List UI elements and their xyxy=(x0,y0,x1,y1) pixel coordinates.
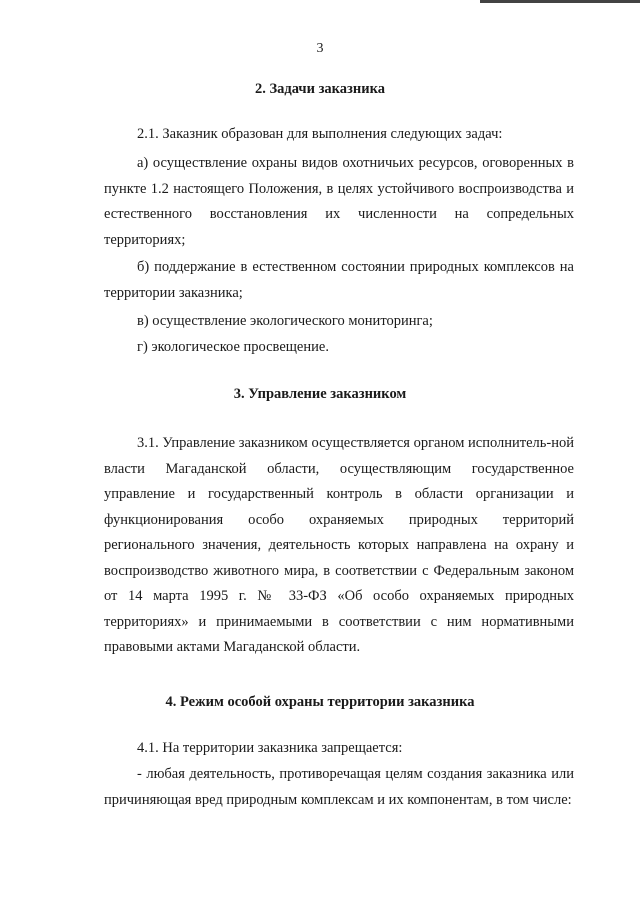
section-2-heading: 2. Задачи заказника xyxy=(255,81,385,97)
section-2-paragraph-3: б) поддержание в естественном состоянии природных комплексов на территории заказника; xyxy=(104,259,574,301)
section-2-paragraph-1: 2.1. Заказник образован для выполнения следующих задач: xyxy=(137,126,503,142)
section-4-heading: 4. Режим особой охраны территории заказника xyxy=(165,694,475,710)
section-3-paragraph-1: 3.1. Управление заказником осуществляется органом исполнитель-ной власти Магаданской области, осуществляющим государственное управление и государственный контроль в области организации и функционирования особо охраняемых природных территорий регионального значения, деятельность которых направлена на охрану и воспроизводство животного мира, в соответствии с Федеральным законом от 14 марта 1995 г. № 33-ФЗ «Об особо охраняемых природных территориях» и принимаемыми в соответствии с ним нормативными правовыми актами Магаданской области. xyxy=(104,435,574,655)
section-4-paragraph-2: - любая деятельность, противоречащая целям создания заказника или причиняющая вред природным комплексам и их компонентам, в том числе: xyxy=(104,766,574,808)
section-2-paragraph-4: в) осуществление экологического мониторинга; xyxy=(137,313,433,329)
section-2-paragraph-5: г) экологическое просвещение. xyxy=(137,339,329,355)
section-3-heading: 3. Управление заказником xyxy=(233,386,407,402)
section-2-paragraph-2: а) осуществление охраны видов охотничьих ресурсов, оговоренных в пункте 1.2 настоящего Положения, в целях устойчивого воспроизводства и естественного восстановления их численности на сопредельных территориях; xyxy=(104,155,574,248)
scan-edge-mark xyxy=(480,0,640,3)
section-4-paragraph-1: 4.1. На территории заказника запрещается: xyxy=(137,740,403,756)
page-number: 3 xyxy=(316,41,324,56)
